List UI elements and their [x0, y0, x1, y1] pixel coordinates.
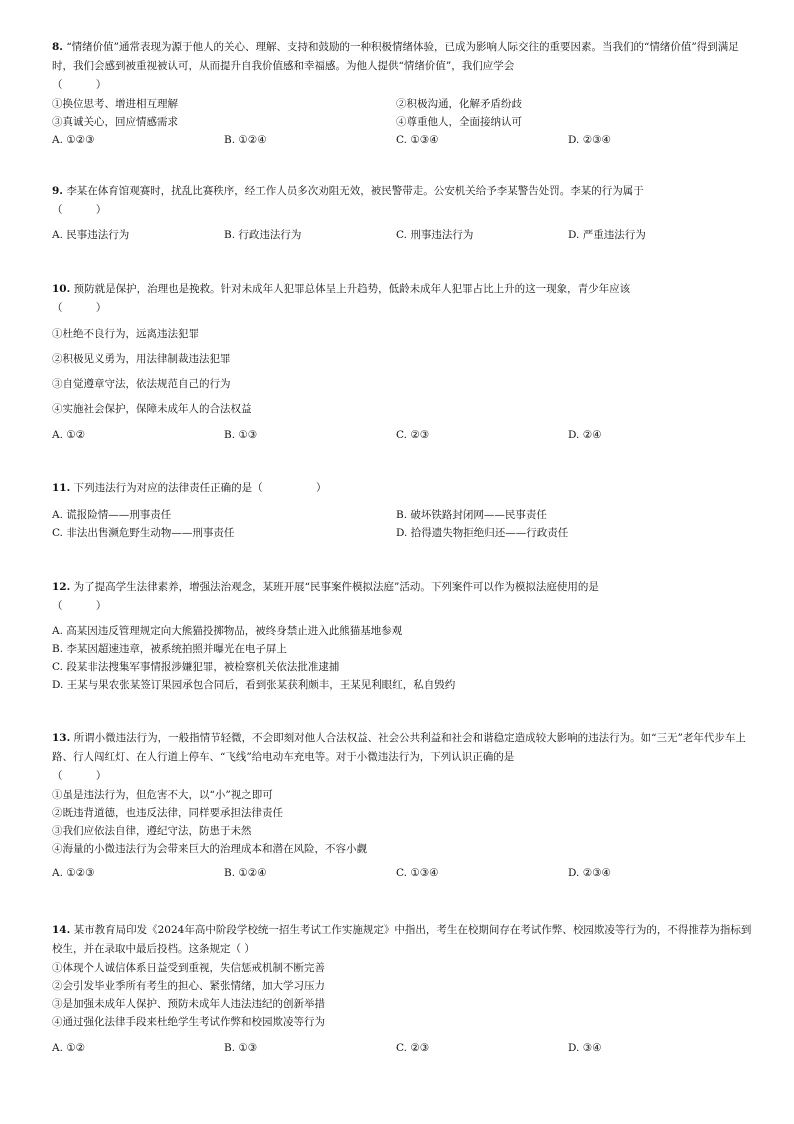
statement-row: [52, 113, 752, 131]
question-11: [52, 479, 752, 542]
options-row: [52, 426, 752, 444]
statement: ②积极见义勇为，用法律制裁违法犯罪: [52, 353, 231, 365]
option-a[interactable]: A. ①②: [52, 1042, 86, 1054]
option-d[interactable]: D. ②③④: [568, 867, 611, 879]
option-c[interactable]: C. 刑事违法行为: [396, 229, 474, 241]
statement: ④尊重他人，全面接纳认可: [396, 116, 522, 128]
option-a[interactable]: A. 谎报险情——刑事责任: [52, 509, 172, 521]
statement-row: [52, 95, 752, 113]
statement: ②积极沟通，化解矛盾纷歧: [396, 98, 522, 110]
option-c[interactable]: C. ②③: [396, 1042, 430, 1054]
question-13: [52, 729, 752, 882]
statement: ①体现个人诚信体系日益受到重视，失信惩戒机制不断完善: [52, 962, 325, 974]
statement: ③是加强未成年人保护、预防未成年人违法违纪的创新举措: [52, 998, 325, 1010]
question-stem: 10. 预防就是保护，治理也是挽救。针对未成年人犯罪总体呈上升趋势，低龄未成年人犯罪占比上升的这一现象，青少年应该 （ ）: [52, 283, 631, 314]
statement: ③我们应依法自律，遵纪守法，防患于未然: [52, 825, 252, 837]
option-d[interactable]: D. 王某与果农张某签订果园承包合同后，看到张某获利颇丰，王某见利眼红，私自毁约: [52, 679, 456, 691]
options-row: [52, 506, 752, 524]
option-d[interactable]: D. ③④: [568, 1042, 602, 1054]
option-b[interactable]: B. 李某因超速违章，被系统拍照并曝光在电子屏上: [52, 643, 287, 655]
statement: ①换位思考、增进相互理解: [52, 98, 178, 110]
option-b[interactable]: B. ①②④: [224, 867, 267, 879]
option-b[interactable]: B. ①③: [224, 429, 258, 441]
option-c[interactable]: C. 段某非法搜集军事情报涉嫌犯罪，被检察机关依法批准逮捕: [52, 661, 340, 673]
options-row: [52, 1039, 752, 1057]
statement: ③自觉遵章守法，依法规范自己的行为: [52, 378, 231, 390]
option-c[interactable]: C. ②③: [396, 429, 430, 441]
statement: ②会引发毕业季所有考生的担心、紧张情绪，加大学习压力: [52, 980, 325, 992]
question-stem: 9. 李某在体育馆观赛时，扰乱比赛秩序，经工作人员多次劝阻无效，被民警带走。公安机关给予李某警告处罚。李某的行为属于 （ ）: [52, 185, 644, 216]
question-10: [52, 280, 752, 444]
option-d[interactable]: D. ②③④: [568, 134, 611, 146]
statement: ④海量的小微违法行为会带来巨大的治理成本和潜在风险，不容小觑: [52, 843, 367, 855]
option-c[interactable]: C. ①③④: [396, 867, 439, 879]
option-d[interactable]: D. ②④: [568, 429, 602, 441]
question-12: [52, 578, 752, 694]
option-c[interactable]: C. 非法出售濒危野生动物——刑事责任: [52, 527, 235, 539]
option-c[interactable]: C. ①③④: [396, 134, 439, 146]
statement: ④通过强化法律手段来杜绝学生考试作弊和校园欺凌等行为: [52, 1016, 325, 1028]
question-14: [52, 921, 752, 1057]
option-d[interactable]: D. 严重违法行为: [568, 229, 646, 241]
statement: ①杜绝不良行为，远离违法犯罪: [52, 328, 199, 340]
question-8: [52, 38, 752, 149]
option-b[interactable]: B. 破坏铁路封闭网——民事责任: [396, 509, 547, 521]
options-row: [52, 131, 752, 149]
option-b[interactable]: B. ①②④: [224, 134, 267, 146]
question-stem: 8. “情绪价值”通常表现为源于他人的关心、理解、支持和鼓励的一种积极情绪体验，已成为影响人际交往的重要因素。当我们的“情绪价值”得到满足时，我们会感到被重视被认可，从而提升自我价值感和幸福感。为他人提供“情绪价值”，我们应学会 （ ）: [52, 41, 739, 91]
question-9: [52, 182, 752, 244]
question-stem: 13. 所谓小微违法行为，一般指情节轻微，不会即刻对他人合法权益、社会公共利益和社会和谐稳定造成较大影响的违法行为。如“三无”老年代步车上路、行人闯红灯、在人行道上停车、“飞线”给电动车充电等。对于小微违法行为，下列认识正确的是 （ ）: [52, 732, 746, 782]
option-d[interactable]: D. 拾得遗失物拒绝归还——行政责任: [396, 527, 569, 539]
options-row: [52, 226, 752, 244]
question-stem: 12. 为了提高学生法律素养，增强法治观念，某班开展“民事案件模拟法庭”活动。下列案件可以作为模拟法庭使用的是 （ ）: [52, 581, 599, 612]
option-a[interactable]: A. 高某因违反管理规定向大熊猫投掷物品，被终身禁止进入此熊猫基地参观: [52, 625, 403, 637]
statement: ④实施社会保护，保障未成年人的合法权益: [52, 403, 252, 415]
options-row: [52, 524, 752, 542]
options-row: [52, 864, 752, 882]
statement: ③真诚关心，回应情感需求: [52, 116, 178, 128]
option-b[interactable]: B. ①③: [224, 1042, 258, 1054]
option-a[interactable]: A. ①②③: [52, 134, 95, 146]
statement: ①虽是违法行为，但危害不大，以“小”视之即可: [52, 789, 273, 801]
question-stem: 14. 某市教育局印发《2024年高中阶段学校统一招生考试工作实施规定》中指出，考生在校期间存在考试作弊、校园欺凌等行为的，不得推荐为指标到校生，并在录取中最后投档。这条规定（ ）: [52, 924, 752, 955]
option-a[interactable]: A. 民事违法行为: [52, 229, 130, 241]
option-a[interactable]: A. ①②: [52, 429, 86, 441]
option-a[interactable]: A. ①②③: [52, 867, 95, 879]
question-stem: 11. 下列违法行为对应的法律责任正确的是（ ）: [52, 482, 327, 494]
option-b[interactable]: B. 行政违法行为: [224, 229, 302, 241]
statement: ②既违背道德，也违反法律，同样要承担法律责任: [52, 807, 283, 819]
